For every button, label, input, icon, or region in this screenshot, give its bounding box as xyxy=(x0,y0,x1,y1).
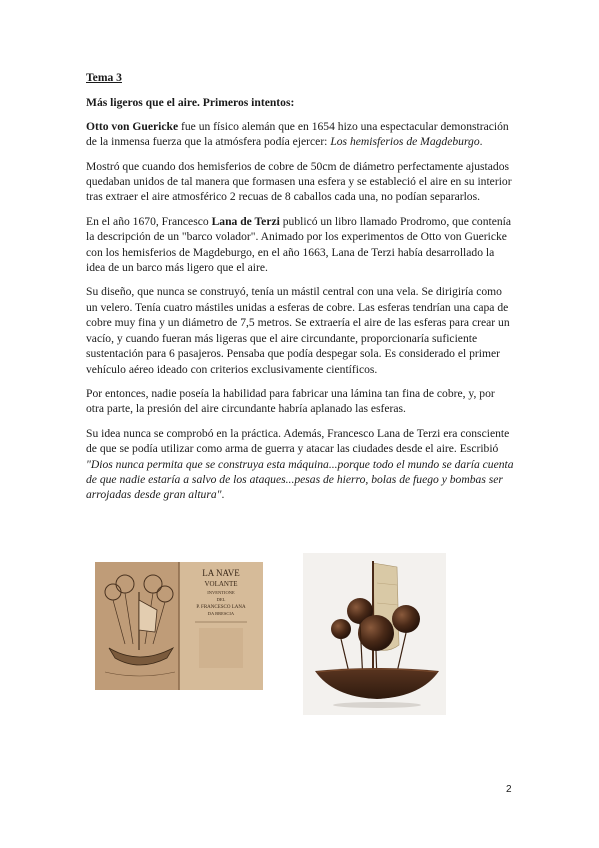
paragraph-lana-after: publicó un libro llamado Prodromo, que contenía la descripción de un "barco volador". Animado por los experimentos de Otto von Guericke con los hemisferios de Magdeburgo, en el año 1663, Lana de Terzi había desarrollado la idea de un barco más ligero que el aire. xyxy=(86,214,512,275)
name-guericke: Otto von Guericke xyxy=(86,119,179,133)
book-title-line6: DA BRESCIA xyxy=(207,611,235,616)
document-subtitle: Más ligeros que el aire. Primeros intentos: xyxy=(86,96,295,110)
book-engraving-image xyxy=(95,562,263,690)
page-number: 2 xyxy=(506,784,512,795)
paragraph-idea-text: Su idea nunca se comprobó en la práctica. Además, Francesco Lana de Terzi era consciente de que se podía utilizar como arma de guerra y atacar las ciudades desde el aire. Escribió xyxy=(86,426,510,456)
paragraph-guericke-text: fue un físico alemán que en 1654 hizo una espectacular demonstración de la inmensa fuerza que la atmósfera podía ejercer: xyxy=(86,119,509,149)
paragraph-guericke-end: . xyxy=(479,135,483,149)
flying-boat-model-image xyxy=(303,553,446,715)
paragraph-hemispheres: Mostró que cuando dos hemisferios de cobre de 50cm de diámetro perfectamente ajustados quedaban unidos de tal manera que formasen una esfera y se estableció el aire en su interior tras extraer el aire atmosférico 2 recuas de 8 caballos cada una, no podían separarlos. xyxy=(86,159,512,204)
paragraph-guericke-italic: Los hemisferios de Magdeburgo xyxy=(330,135,480,149)
paragraph-lana xyxy=(86,214,514,276)
paragraph-idea-end: . xyxy=(221,488,225,502)
paragraph-lana-before: En el año 1670, Francesco xyxy=(86,214,212,228)
paragraph-guericke xyxy=(86,119,514,150)
paragraph-idea-quote: "Dios nunca permita que se construya esta máquina...porque todo el mundo se daría cuenta de que nadie estaría a salvo de los ataques...pesas de hierro, bolas de fuego y bombas ser arrojadas desde gran altura" xyxy=(86,457,514,502)
paragraph-design: Su diseño, que nunca se construyó, tenía un mástil central con una vela. Se dirigiría como un velero. Tenía cuatro mástiles unidas a esferas de cobre. Las esferas tendrían una capa de cobre muy fina y un diámetro de 7,5 metros. Se extraería el aire de las esferas para crear un vacío, y cuando fueran más ligeras que el aire circundante, proporcionaría suficiente sustentación para 6 pasajeros. Pensaba que podía despegar sola. Es considerado el primer vehículo aéreo ideado con criterios exclusivamente científicos. xyxy=(86,285,510,376)
document-title: Tema 3 xyxy=(86,71,122,84)
book-title-line1: LA NAVE xyxy=(202,568,240,578)
book-title-line5: P. FRANCESCO LANA xyxy=(196,605,246,610)
book-title-line4: DEL xyxy=(216,597,226,602)
paragraph-idea xyxy=(86,426,514,503)
book-title-line3: INVENTIONE xyxy=(207,590,235,595)
paragraph-copper: Por entonces, nadie poseía la habilidad para fabricar una lámina tan fina de cobre, y, por otra parte, la presión del aire circundante habría aplanado las esferas. xyxy=(86,386,495,416)
book-title-line2: VOLANTE xyxy=(204,580,238,588)
name-lana-de-terzi: Lana de Terzi xyxy=(211,214,280,228)
document-body xyxy=(86,70,514,512)
